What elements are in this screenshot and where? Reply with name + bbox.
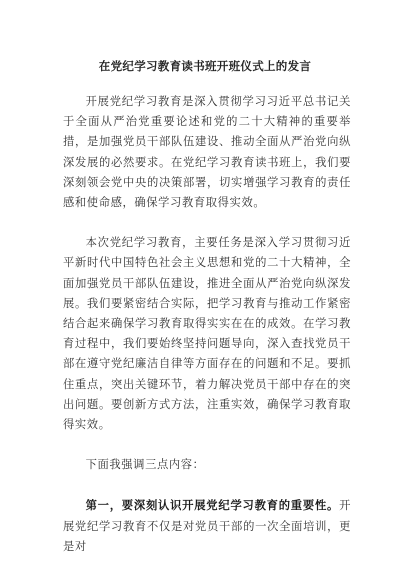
point-1-text: 开展党纪学习教育不仅是对党员干部的一次全面培训，更是对 <box>63 499 351 553</box>
paragraph-2: 本次党纪学习教育，主要任务是深入学习贯彻习近平新时代中国特色社会主义思想和党的二十大精神，全面加强党员干部队伍建设，推进全面从严治党向纵深发展。我们要紧密结合实际，把学习教育与推动工作紧密结合起来确保学习教育取得实实在在的成效。在学习教育过程中，我们要始终坚持问题导向，深入查找党员干部在遵守党纪廉洁自律等方面存在的问题和不足。要抓住重点，突出关键环节，着力解决党员干部中存在的突出问题。要创新方式方法，注重实效，确保学习教育取得实效。 <box>63 236 351 432</box>
paragraph-3: 下面我强调三点内容： <box>85 458 205 472</box>
point-1-heading: 第一，要深刻认识开展党纪学习教育的重要性。 <box>85 498 340 513</box>
paragraph-1: 开展党纪学习教育是深入贯彻学习习近平总书记关于全面从严治党重要论述和党的二十大精神的重要举措，是加强党员干部队伍建设、推动全面从严治党向纵深发展的必然要求。在党纪学习教育读书班上，我们要深刻领会党中央的决策部署，切实增强学习教育的责任感和使命感，确保学习教育取得实效。 <box>63 95 351 210</box>
paragraph-4 <box>63 495 351 557</box>
document-body <box>63 92 351 557</box>
document-title: 在党纪学习教育读书班开班仪式上的发言 <box>98 59 312 73</box>
